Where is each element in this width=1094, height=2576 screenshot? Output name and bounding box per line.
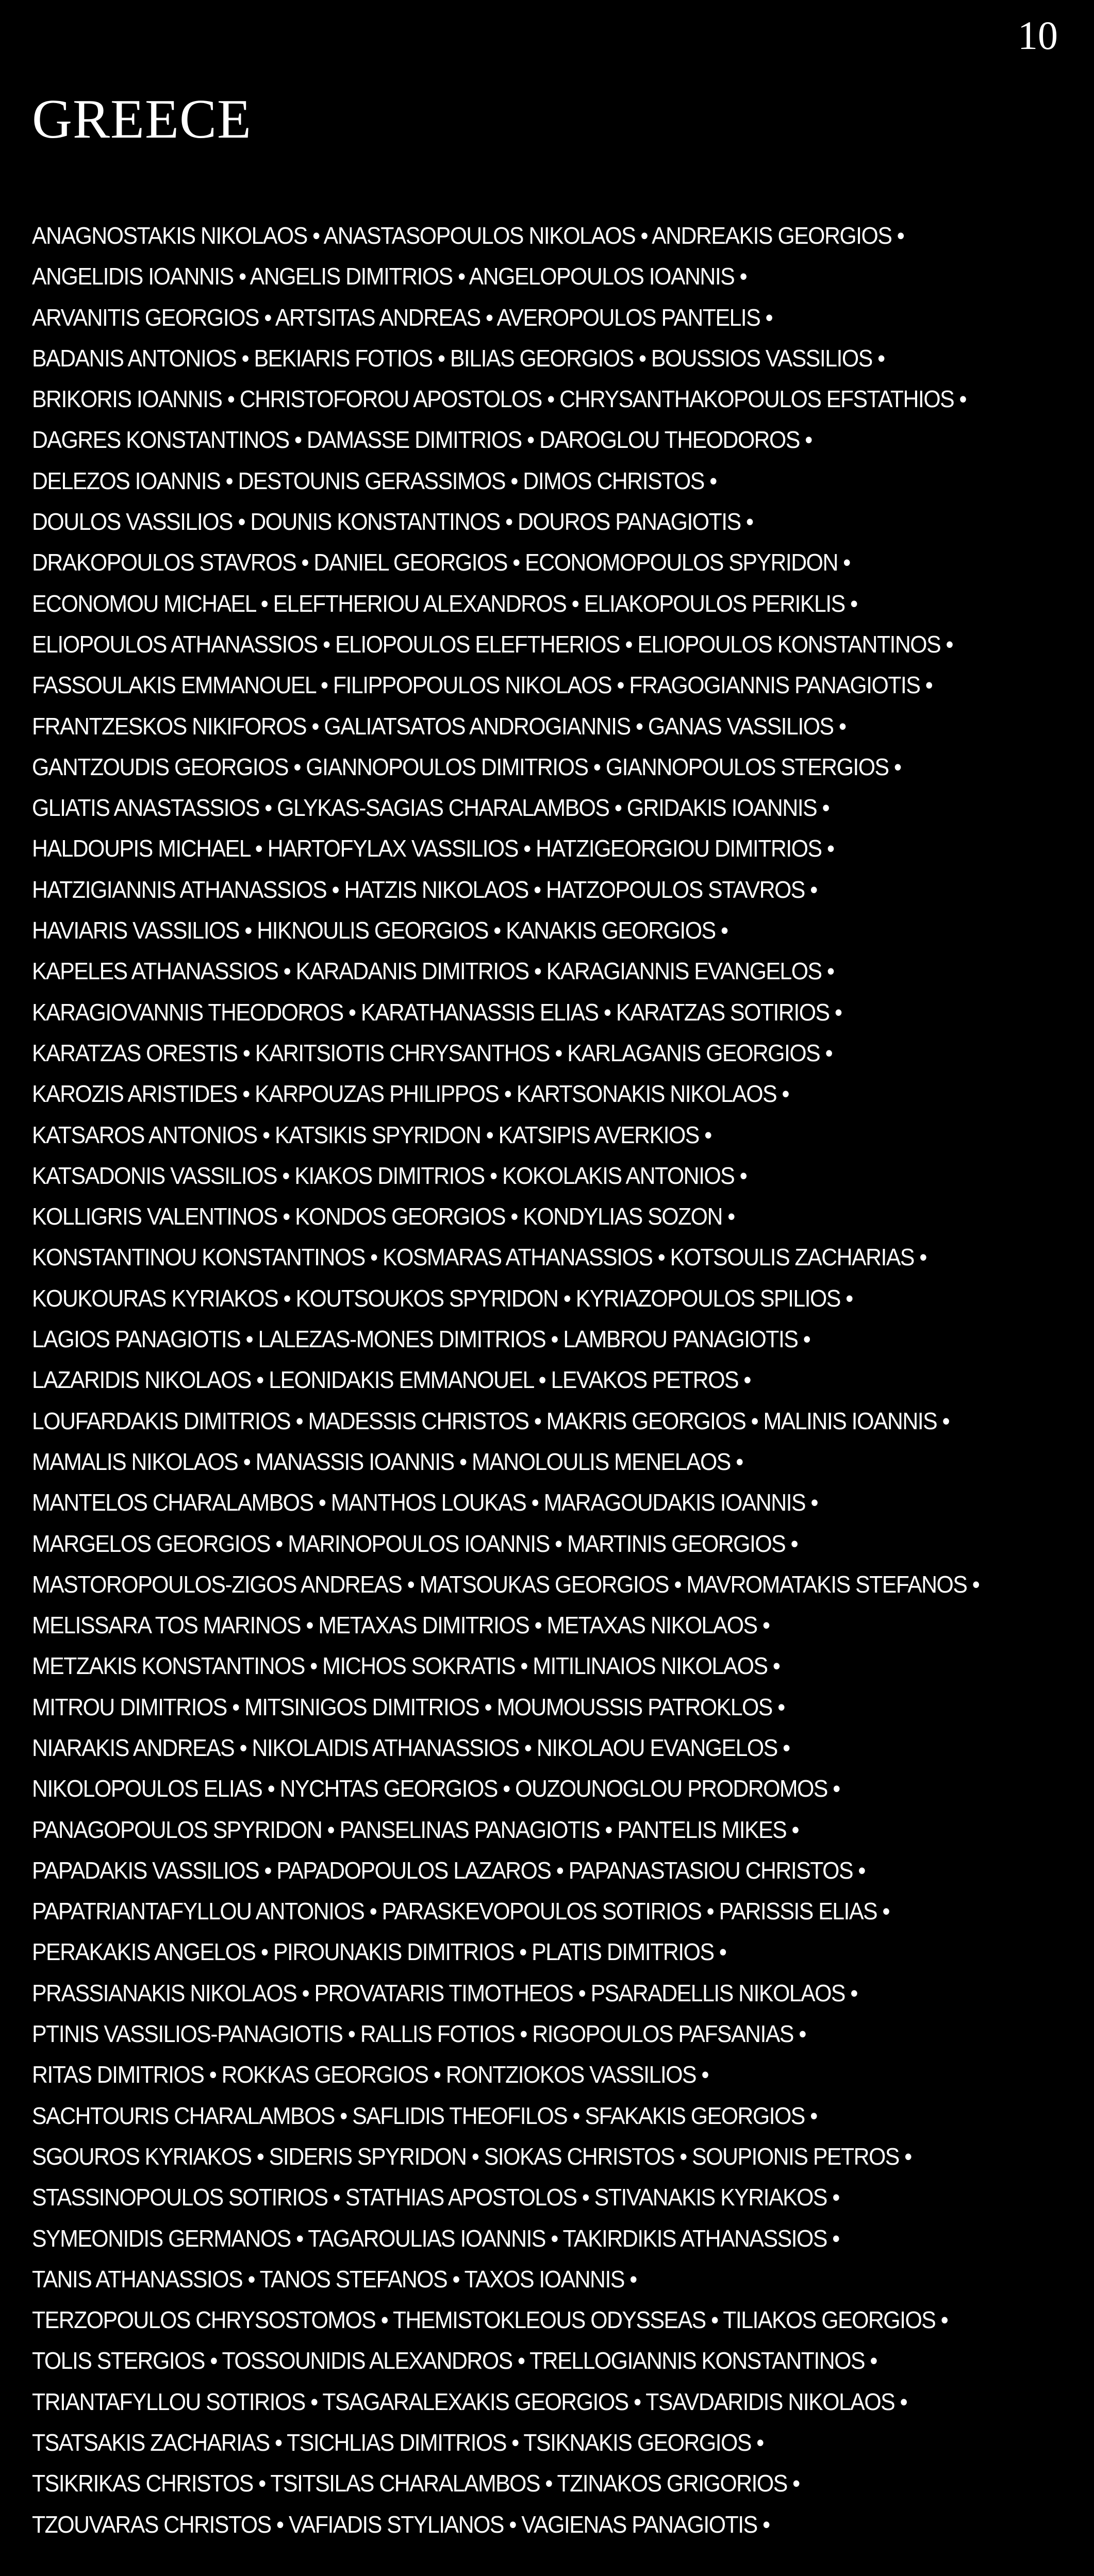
country-title: GREECE [32, 89, 252, 150]
name-line: SACHTOURIS CHARALAMBOS • SAFLIDIS THEOFILOS • SFAKAKIS GEORGIOS • [32, 2102, 817, 2129]
name-line: BRIKORIS IOANNIS • CHRISTOFOROU APOSTOLOS • CHRYSANTHAKOPOULOS EFSTATHIOS • [32, 386, 967, 413]
name-line: PAPADAKIS VASSILIOS • PAPADOPOULOS LAZAROS • PAPANASTASIOU CHRISTOS • [32, 1856, 865, 1884]
name-line: PAPATRIANTAFYLLOU ANTONIOS • PARASKEVOPOULOS SOTIRIOS • PARISSIS ELIAS • [32, 1898, 889, 1925]
name-line: LAGIOS PANAGIOTIS • LALEZAS-MONES DIMITRIOS • LAMBROU PANAGIOTIS • [32, 1326, 810, 1353]
name-line: TSATSAKIS ZACHARIAS • TSICHLIAS DIMITRIOS • TSIKNAKIS GEORGIOS • [32, 2429, 764, 2456]
name-line: GLIATIS ANASTASSIOS • GLYKAS-SAGIAS CHARALAMBOS • GRIDAKIS IOANNIS • [32, 794, 830, 822]
name-line: ARVANITIS GEORGIOS • ARTSITAS ANDREAS • AVEROPOULOS PANTELIS • [32, 304, 773, 331]
name-line: KOLLIGRIS VALENTINOS • KONDOS GEORGIOS • KONDYLIAS SOZON • [32, 1203, 735, 1230]
name-line: MASTOROPOULOS-ZIGOS ANDREAS • MATSOUKAS GEORGIOS • MAVROMATAKIS STEFANOS • [32, 1570, 980, 1598]
name-line: DAGRES KONSTANTINOS • DAMASSE DIMITRIOS • DAROGLOU THEODOROS • [32, 426, 812, 454]
name-line: KARATZAS ORESTIS • KARITSIOTIS CHRYSANTHOS • KARLAGANIS GEORGIOS • [32, 1039, 833, 1066]
name-line: STASSINOPOULOS SOTIRIOS • STATHIAS APOSTOLOS • STIVANAKIS KYRIAKOS • [32, 2184, 839, 2211]
name-line: METZAKIS KONSTANTINOS • MICHOS SOKRATIS • MITILINAIOS NIKOLAOS • [32, 1652, 780, 1680]
name-line: LAZARIDIS NIKOLAOS • LEONIDAKIS EMMANOUEL • LEVAKOS PETROS • [32, 1366, 751, 1394]
name-line: KONSTANTINOU KONSTANTINOS • KOSMARAS ATHANASSIOS • KOTSOULIS ZACHARIAS • [32, 1244, 926, 1271]
name-line: NIARAKIS ANDREAS • NIKOLAIDIS ATHANASSIOS • NIKOLAOU EVANGELOS • [32, 1734, 790, 1761]
name-line: DELEZOS IOANNIS • DESTOUNIS GERASSIMOS • DIMOS CHRISTOS • [32, 467, 717, 494]
name-line: ANGELIDIS IOANNIS • ANGELIS DIMITRIOS • ANGELOPOULOS IOANNIS • [32, 263, 747, 290]
name-line: RITAS DIMITRIOS • ROKKAS GEORGIOS • RONTZIOKOS VASSILIOS • [32, 2061, 708, 2088]
name-line: TANIS ATHANASSIOS • TANOS STEFANOS • TAXOS IOANNIS • [32, 2265, 637, 2293]
name-line: HATZIGIANNIS ATHANASSIOS • HATZIS NIKOLAOS • HATZOPOULOS STAVROS • [32, 876, 817, 903]
name-line: PRASSIANAKIS NIKOLAOS • PROVATARIS TIMOTHEOS • PSARADELLIS NIKOLAOS • [32, 1979, 857, 2006]
name-line: HAVIARIS VASSILIOS • HIKNOULIS GEORGIOS • KANAKIS GEORGIOS • [32, 917, 728, 944]
name-line: TERZOPOULOS CHRYSOSTOMOS • THEMISTOKLEOUS ODYSSEAS • TILIAKOS GEORGIOS • [32, 2306, 948, 2334]
name-line: PERAKAKIS ANGELOS • PIROUNAKIS DIMITRIOS • PLATIS DIMITRIOS • [32, 1938, 726, 1966]
name-line: BADANIS ANTONIOS • BEKIARIS FOTIOS • BILIAS GEORGIOS • BOUSSIOS VASSILIOS • [32, 344, 885, 372]
name-line: ECONOMOU MICHAEL • ELEFTHERIOU ALEXANDROS • ELIAKOPOULOS PERIKLIS • [32, 590, 857, 617]
name-line: MANTELOS CHARALAMBOS • MANTHOS LOUKAS • MARAGOUDAKIS IOANNIS • [32, 1489, 818, 1516]
name-line: FRANTZESKOS NIKIFOROS • GALIATSATOS ANDROGIANNIS • GANAS VASSILIOS • [32, 712, 846, 740]
name-line: PANAGOPOULOS SPYRIDON • PANSELINAS PANAGIOTIS • PANTELIS MIKES • [32, 1816, 799, 1843]
name-line: DOULOS VASSILIOS • DOUNIS KONSTANTINOS • DOUROS PANAGIOTIS • [32, 508, 753, 536]
name-line: FASSOULAKIS EMMANOUEL • FILIPPOPOULOS NIKOLAOS • FRAGOGIANNIS PANAGIOTIS • [32, 672, 933, 699]
name-line: NIKOLOPOULOS ELIAS • NYCHTAS GEORGIOS • OUZOUNOGLOU PRODROMOS • [32, 1775, 840, 1802]
name-line: KATSADONIS VASSILIOS • KIAKOS DIMITRIOS • KOKOLAKIS ANTONIOS • [32, 1162, 747, 1189]
page-number: 10 [1018, 13, 1058, 58]
name-line: DRAKOPOULOS STAVROS • DANIEL GEORGIOS • ECONOMOPOULOS SPYRIDON • [32, 549, 850, 576]
name-line: HALDOUPIS MICHAEL • HARTOFYLAX VASSILIOS • HATZIGEORGIOU DIMITRIOS • [32, 835, 834, 862]
name-line: GANTZOUDIS GEORGIOS • GIANNOPOULOS DIMITRIOS • GIANNOPOULOS STERGIOS • [32, 753, 901, 780]
name-line: PTINIS VASSILIOS-PANAGIOTIS • RALLIS FOTIOS • RIGOPOULOS PAFSANIAS • [32, 2020, 806, 2048]
name-line: TZOUVARAS CHRISTOS • VAFIADIS STYLIANOS • VAGIENAS PANAGIOTIS • [32, 2511, 770, 2538]
name-line: TRIANTAFYLLOU SOTIRIOS • TSAGARALEXAKIS GEORGIOS • TSAVDARIDIS NIKOLAOS • [32, 2388, 907, 2415]
name-list [32, 215, 1073, 2545]
name-line: ELIOPOULOS ATHANASSIOS • ELIOPOULOS ELEFTHERIOS • ELIOPOULOS KONSTANTINOS • [32, 630, 953, 658]
name-line: MAMALIS NIKOLAOS • MANASSIS IOANNIS • MANOLOULIS MENELAOS • [32, 1448, 743, 1475]
name-line: KATSAROS ANTONIOS • KATSIKIS SPYRIDON • KATSIPIS AVERKIOS • [32, 1121, 711, 1148]
name-line: KAPELES ATHANASSIOS • KARADANIS DIMITRIOS • KARAGIANNIS EVANGELOS • [32, 958, 834, 985]
name-line: ANAGNOSTAKIS NIKOLAOS • ANASTASOPOULOS NIKOLAOS • ANDREAKIS GEORGIOS • [32, 222, 904, 249]
name-line: MELISSARA TOS MARINOS • METAXAS DIMITRIOS • METAXAS NIKOLAOS • [32, 1612, 770, 1639]
name-line: SYMEONIDIS GERMANOS • TAGAROULIAS IOANNIS • TAKIRDIKIS ATHANASSIOS • [32, 2224, 839, 2252]
name-line: KOUKOURAS KYRIAKOS • KOUTSOUKOS SPYRIDON • KYRIAZOPOULOS SPILIOS • [32, 1284, 853, 1312]
name-line: SGOUROS KYRIAKOS • SIDERIS SPYRIDON • SIOKAS CHRISTOS • SOUPIONIS PETROS • [32, 2143, 911, 2170]
name-line: MARGELOS GEORGIOS • MARINOPOULOS IOANNIS • MARTINIS GEORGIOS • [32, 1530, 798, 1557]
name-line: TOLIS STERGIOS • TOSSOUNIDIS ALEXANDROS • TRELLOGIANNIS KONSTANTINOS • [32, 2347, 877, 2374]
name-line: TSIKRIKAS CHRISTOS • TSITSILAS CHARALAMBOS • TZINAKOS GRIGORIOS • [32, 2470, 800, 2497]
name-line: KAROZIS ARISTIDES • KARPOUZAS PHILIPPOS • KARTSONAKIS NIKOLAOS • [32, 1080, 789, 1108]
name-line: MITROU DIMITRIOS • MITSINIGOS DIMITRIOS • MOUMOUSSIS PATROKLOS • [32, 1693, 785, 1720]
name-line: LOUFARDAKIS DIMITRIOS • MADESSIS CHRISTOS • MAKRIS GEORGIOS • MALINIS IOANNIS • [32, 1407, 950, 1434]
name-line: KARAGIOVANNIS THEODOROS • KARATHANASSIS ELIAS • KARATZAS SOTIRIOS • [32, 998, 842, 1026]
